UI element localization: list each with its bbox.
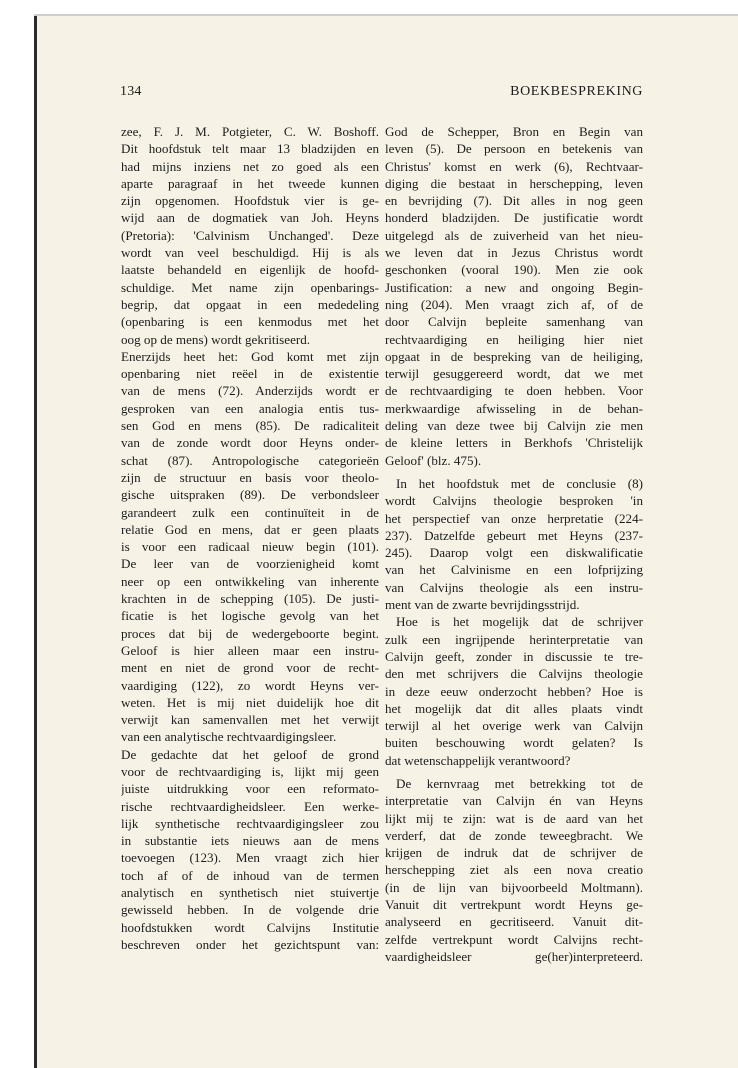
text-line: rische rechtvaardigheidsleer. Een werke- <box>121 798 379 814</box>
text-line: De kernvraag met betrekking tot de <box>396 775 643 791</box>
text-line: uitgelegd als de zuiverheid van het nieu- <box>385 227 643 243</box>
text-line: weten. Het is mij niet duidelijk hoe dit <box>121 694 379 710</box>
text-line: herschepping ziet als een nova creatio <box>385 862 643 878</box>
text-line: ment van de zwarte bevrijdingsstrijd. <box>385 597 580 613</box>
text-line: ment en niet de grond voor de recht- <box>121 660 379 676</box>
text-line: wordt van veel beschuldigd. Hij is als <box>121 245 379 261</box>
text-line: van de zonde wordt door Heyns onder- <box>121 435 379 451</box>
text-line: leven (5). De persoon en betekenis van <box>385 141 643 157</box>
text-line: schuldige. Met name zijn openbarings- <box>121 279 379 295</box>
text-line: we leven dat in Jezus Christus wordt <box>385 245 643 261</box>
right-column <box>385 123 643 965</box>
text-line: analyseerd en gecritiseerd. Vanuit dit- <box>385 914 643 930</box>
text-line: garandeert zulk een continuïteit in de <box>121 504 379 520</box>
text-line: gewisseld hebben. In de volgende drie <box>121 902 379 918</box>
text-line: zee, F. J. M. Potgieter, C. W. Boshoff. <box>121 124 379 139</box>
text-line: krijgen de indruk dat de schrijver de <box>385 845 643 861</box>
text-line: (openbaring is een kenmodus met het <box>121 314 379 330</box>
text-line: had mijns inziens net zo goed als een <box>121 158 379 174</box>
text-line: honderd bladzijden. De justificatie wordt <box>385 210 643 226</box>
text-line: Justification: a new and ongoing Begin- <box>385 279 643 295</box>
text-line: oog op de mens) wordt gekritiseerd. <box>121 331 311 347</box>
text-line: de rechtvaardiging te doen hebben. Voor <box>385 383 643 399</box>
text-line: zelfde vertrekpunt wordt Calvijns recht- <box>385 931 643 947</box>
text-line: gesproken van een analogia entis tus- <box>121 400 379 416</box>
text-line: aparte paragraaf in het tweede kunnen <box>121 175 379 191</box>
text-line: vaardiging (122), zo wordt Heyns ver- <box>121 677 379 693</box>
text-line: relatie God en mens, dat er geen plaats <box>121 521 379 537</box>
text-line: interpretatie van Calvijn én van Heyns <box>385 793 643 809</box>
text-line: terwijl gesuggereerd wordt, dat we met <box>385 366 643 382</box>
text-line: God de Schepper, Bron en Begin van <box>385 124 643 139</box>
text-line: Vanuit dit vertrekpunt wordt Heyns ge- <box>385 897 643 913</box>
text-line: De leer van de voorzienigheid komt <box>121 556 379 572</box>
text-line: het mogelijk dat dit alles plaats vindt <box>385 700 643 716</box>
text-line: verderf, dat de zonde teweegbracht. We <box>385 827 643 843</box>
text-line: Geloof' (blz. 475). <box>385 452 482 468</box>
page-number: 134 <box>120 84 142 99</box>
text-line: juiste uitdrukking voor een reformato- <box>121 781 379 797</box>
text-line: zijn opgenomen. Hoofdstuk vier is ge- <box>121 193 379 209</box>
text-line: verwijt kan samenvallen met het verwijt <box>121 712 379 728</box>
text-line: zulk een ingrijpende herinterpretatie van <box>385 631 643 647</box>
text-line: in deze eeuw onderzocht hebben? Hoe is <box>385 683 643 699</box>
text-line: diging die bestaat in herschepping, leven <box>385 175 643 191</box>
text-line: door Calvijn bepleite samenhang van <box>385 314 643 330</box>
text-line: merkwaardige afwisseling in de behan- <box>385 400 643 416</box>
text-line: ning (204). Men vraagt zich af, of de <box>385 296 643 312</box>
text-line: Enerzijds heet het: God komt met zijn <box>121 348 379 364</box>
text-line: en bevrijding (7). Dit alles in nog geen <box>385 193 643 209</box>
text-line: Dit hoofdstuk telt maar 13 bladzijden en <box>121 141 379 157</box>
text-line: van Calvijns theologie als een instru- <box>385 579 643 595</box>
text-line: opgaat in de bespreking van de heiliging, <box>385 348 643 364</box>
text-line: Calvijn geeft, zonder in discussie te tre- <box>385 648 643 664</box>
running-title: BOEKBESPREKING <box>510 84 643 99</box>
text-line: analytisch en synthetisch niet stuivertje <box>121 885 379 901</box>
text-line: De gedachte dat het geloof de grond <box>121 746 379 762</box>
text-line: van het Calvinisme en een lofprijzing <box>385 562 643 578</box>
text-line: toevoegen (123). Men vraagt zich hier <box>121 850 379 866</box>
text-line: lijkt mij te zijn: wat is de aard van het <box>385 810 643 826</box>
text-line: is voor een radicaal nieuw begin (101). <box>121 539 379 555</box>
text-line: laatste behandeld en eigenlijk de hoofd- <box>121 262 379 278</box>
text-line: In het hoofdstuk met de conclusie (8) <box>396 475 643 491</box>
text-line: van de mens (72). Anderzijds wordt er <box>121 383 379 399</box>
text-line: Hoe is het mogelijk dat de schrijver <box>396 614 643 630</box>
left-column <box>121 123 379 953</box>
text-line: deling van deze twee bij Calvijn zie men <box>385 418 643 434</box>
text-line: zijn de structuur en basis voor theolo- <box>121 469 379 485</box>
running-head <box>120 84 643 100</box>
text-line: krachten in de schepping (105). De justi- <box>121 591 379 607</box>
text-line: geschonken (vooral 190). Men zie ook <box>385 262 643 278</box>
text-line: toch af of de inhoud van de termen <box>121 867 379 883</box>
text-line: ficatie is het logische gevolg van het <box>121 608 379 624</box>
text-line: (Pretoria): 'Calvinism Unchanged'. Deze <box>121 227 379 243</box>
text-line: rechtvaardiging en heiliging hier niet <box>385 331 643 347</box>
text-line: terwijl al het overige werk van Calvijn <box>385 718 643 734</box>
text-line: Geloof is hier alleen maar een instru- <box>121 642 379 658</box>
text-line: neer op een ontwikkeling van inherente <box>121 573 379 589</box>
text-line: Christus' komst en werk (6), Rechtvaar- <box>385 158 643 174</box>
text-line: in substantie iets nieuws aan de mens <box>121 833 379 849</box>
text-line: openbaring niet reëel in de existentie <box>121 366 379 382</box>
text-line: sen God en mens (85). De radicaliteit <box>121 418 379 434</box>
text-line: dat wetenschappelijk verantwoord? <box>385 752 571 768</box>
text-line: voor de rechtvaardiging is, lijkt mij geen <box>121 763 379 779</box>
text-line: schat (87). Antropologische categorieën <box>121 452 379 468</box>
text-line: 237). Datzelfde gebeurt met Heyns (237- <box>385 527 643 543</box>
text-line: wijd aan de dogmatiek van Joh. Heyns <box>121 210 379 226</box>
text-line: 245). Daarop volgt een diskwalificatie <box>385 545 643 561</box>
text-line: beschreven onder het gezichtspunt van: <box>121 936 379 952</box>
text-line: de kleine letters in Berkhofs 'Christelijk <box>385 435 643 451</box>
text-line: den met schrijvers die Calvijns theologie <box>385 666 643 682</box>
text-line: proces dat bij de wedergeboorte begint. <box>121 625 379 641</box>
text-line: lijk synthetische rechtvaardigingsleer zou <box>121 815 379 831</box>
text-line: wordt Calvijns theologie besproken 'in <box>385 493 643 509</box>
text-line: gische uitspraken (89). De verbondsleer <box>121 487 379 503</box>
text-line: buiten beschouwing wordt gelaten? Is <box>385 735 643 751</box>
text-line: hoofdstukken wordt Calvijns Institutie <box>121 919 379 935</box>
text-line: begrip, dat opgaat in een mededeling <box>121 296 379 312</box>
text-line: vaardigheidsleer ge(her)interpreteerd. <box>385 948 643 964</box>
text-line: (in de lijn van bijvoorbeeld Moltmann). <box>385 879 643 895</box>
text-line: het perspectief van onze herpretatie (224- <box>385 510 643 526</box>
text-line: van een analytische rechtvaardigingsleer. <box>121 729 337 745</box>
